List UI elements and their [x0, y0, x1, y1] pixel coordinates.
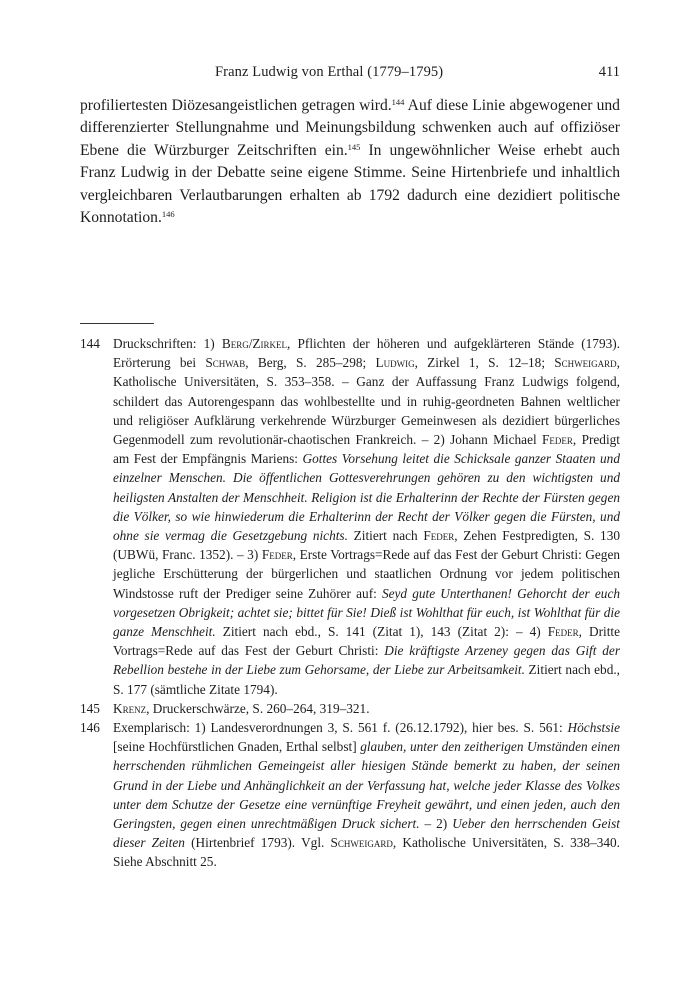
page-number: 411	[598, 64, 620, 80]
footnote-number: 145	[80, 700, 100, 716]
footnote-separator	[80, 323, 154, 324]
footnote-ref[interactable]: 146	[161, 209, 175, 220]
page-header	[80, 64, 620, 86]
body-paragraph: profiliertesten Diözesangeistlichen getragen wird.$^{144}$ Auf diese Linie abgewogener und differenzierter Stellungnahme und Meinungsbildung schwenken auch auf offiziöser Ebene die Würzburger Zeitschriften ein.$^{145}$ In ungewöhnlicher Weise erhebt auch Franz Ludwig in der Debatte seine eigene Stimme. Seine Hirtenbriefe und inhaltlich vergleichbaren Verlautbarungen erhalten ab 1792 dadurch eine dezidiert politische Konnotation.$^{146}$	[80, 97, 620, 227]
footnote-number: 146	[80, 720, 100, 736]
footnote-number: 144	[80, 336, 100, 351]
footnote-ref[interactable]: 144	[391, 97, 405, 107]
footnote-145: 145 Krenz, Druckerschwärze, S. 260–264, 319–321.	[80, 699, 620, 718]
running-title: Franz Ludwig von Erthal (1779–1795)	[215, 64, 444, 80]
footnote-144: 144 Druckschriften: 1) Berg/Zirkel, Pflichten der höheren und aufgeklärteren Stände (1793). Erörterung bei Schwab, Berg, S. 285–298; Ludwig, Zirkel 1, S. 12–18; Schweigard, Katholische Universitäten, S. 353–358. – Ganz der Auffassung Franz Ludwigs folgend, schildert das Autorengespann das wohlbestellte und in ruhig-geordneten Bahnen weltlicher und religiöser Aufklärung verkehrende Würzburger Gemeinwesen als dezidiert bürgerliches Gegenmodell zum revolutionär-chaotischen Frankreich. – 2) Johann Michael Feder, Predigt am Fest der Empfängnis Mariens: Gottes Vorsehung leitet die Schicksale ganzer Staaten und einzelner Menschen. Die öffentlichen Gottesverehrungen gehören zu den wichtigsten und heiligsten Anstalten der Menschheit. Religion ist die Erhalterinn der Rechte der Fürsten gegen die Völker, so wie hinwiederum die Erhalterinn der Recht der Völker gegen die Fürsten, und ohne sie vermag die Gesetzgebung nichts. Zitiert nach Feder, Zehen Festpredigten, S. 130 (UBWü, Franc. 1352). – 3) Feder, Erste Vortrags=Rede auf das Fest der Geburt Christi: Gegen jegliche Erschütterung der bürgerlichen und staatlichen Ordnung vor jedem politischen Windstosse ruft der Prediger seine Zuhörer auf: Seyd gute Unterthanen! Gehorcht der euch vorgesetzen Obrigkeit; achtet sie; bittet für Sie! Dieß ist Wohlthat für euch, ist Wohlthat für die ganze Menschheit. Zitiert nach ebd., S. 141 (Zitat 1), 143 (Zitat 2): – 4) Feder, Dritte Vortrags=Rede auf das Fest der Geburt Christi: Die kräftigste Arzeney gegen das Gift der Rebellion bestehe in der Liebe zum Gehorsame, der Liebe zur Arbeitsamkeit. Zitiert nach ebd., S. 177 (sämtliche Zitate 1794).	[80, 336, 621, 697]
footnote-146: 146 Exemplarisch: 1) Landesverordnungen 3, S. 561 f. (26.12.1792), hier bes. S. 561: Höchstsie [seine Hochfürstlichen Gnaden, Erthal selbst] glauben, unter den zeitherigen Umständen einen herrschenden rühmlichen Gemeingeist aller hiesigen Stände bemerkt zu haben, der seinen Grund in der Liebe und Anhänglichkeit an der Verfassung hat, welche jeder Klasse des Volkes unter dem Schutze der Gesetze eine vernünftige Freyheit gewährt, und einen jeden, auch den Geringsten, gegen einen unrechtmäßigen Druck sichert. – 2) Ueber den herrschenden Geist dieser Zeiten (Hirtenbrief 1793). Vgl. Schweigard, Katholische Universitäten, S. 338–340. Siehe Abschnitt 25.	[80, 720, 621, 870]
footnote-ref[interactable]: 145	[347, 141, 361, 152]
footnotes	[80, 334, 620, 872]
